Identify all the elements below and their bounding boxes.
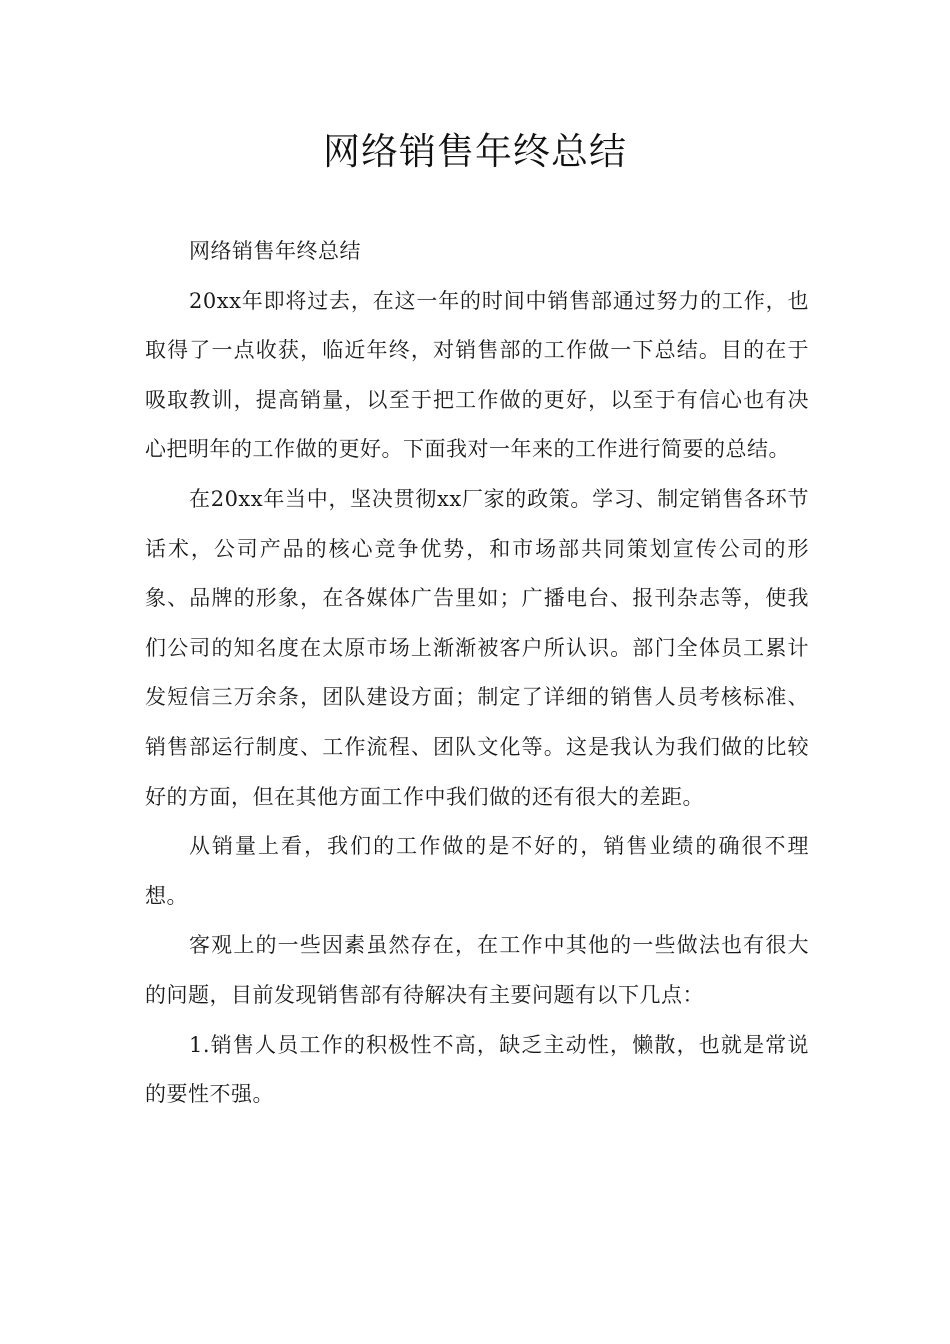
- document-title: 网络销售年终总结: [323, 130, 627, 173]
- paragraph-achievements: 在20xx年当中，坚决贯彻xx厂家的政策。学习、制定销售各环节话术，公司产品的核心竞争优势，和市场部共同策划宣传公司的形象、品牌的形象，在各媒体广告里如；广播电台、报刊杂志等，使我们公司的知名度在太原市场上渐渐被客户所认识。部门全体员工累计发短信三万余条，团队建设方面；制定了详细的销售人员考核标准、销售部运行制度、工作流程、团队文化等。这是我认为我们做的比较好的方面，但在其他方面工作中我们做的还有很大的差距。: [145, 486, 809, 809]
- document-body: [145, 227, 809, 1120]
- paragraph-problems-intro: 客观上的一些因素虽然存在，在工作中其他的一些做法也有很大的问题，目前发现销售部有待解决有主要问题有以下几点：: [145, 933, 809, 1007]
- paragraph-intro: 20xx年即将过去，在这一年的时间中销售部通过努力的工作，也取得了一点收获，临近年终，对销售部的工作做一下总结。目的在于吸取教训，提高销量，以至于把工作做的更好，以至于有信心也有决心把明年的工作做的更好。下面我对一年来的工作进行简要的总结。: [145, 288, 809, 462]
- paragraph-sales-volume: 从销量上看，我们的工作做的是不好的，销售业绩的确很不理想。: [145, 834, 809, 908]
- paragraph-heading: 网络销售年终总结: [189, 239, 361, 263]
- paragraph-problem-1: 1.销售人员工作的积极性不高，缺乏主动性，懒散，也就是常说的要性不强。: [145, 1032, 809, 1107]
